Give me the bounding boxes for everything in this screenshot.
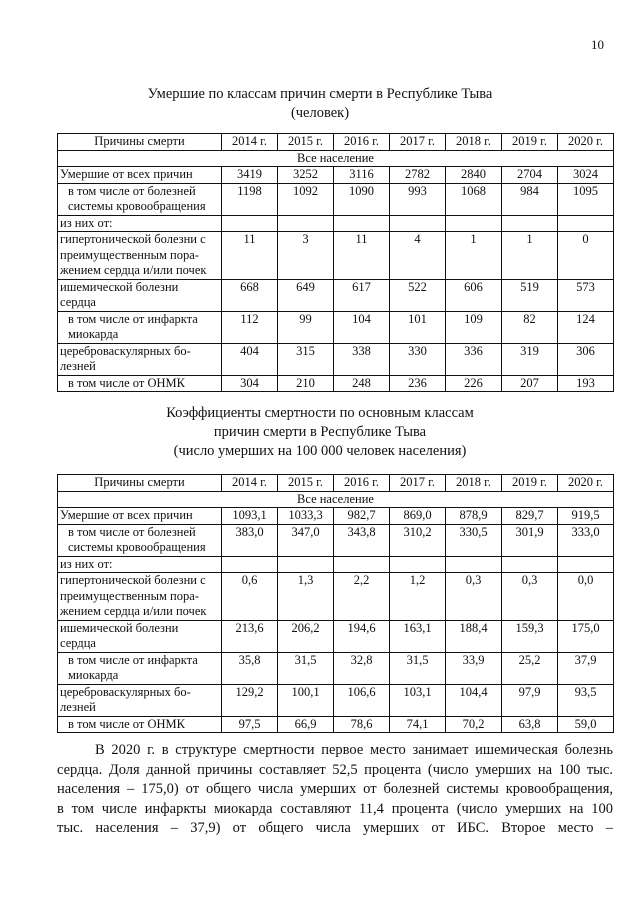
row-value: 0	[558, 232, 614, 280]
column-header-year: 2016 г.	[334, 475, 390, 492]
row-value: 59,0	[558, 716, 614, 733]
row-value: 617	[334, 279, 390, 311]
column-header-year: 2017 г.	[390, 134, 446, 151]
row-value: 3419	[222, 167, 278, 184]
mortality-rate-table	[57, 474, 614, 733]
row-value: 649	[278, 279, 334, 311]
row-value: 1093,1	[222, 508, 278, 525]
row-value: 104	[334, 311, 390, 343]
row-label-line: миокарда	[68, 327, 119, 341]
row-label-line: в том числе от ОНМК	[68, 716, 185, 731]
row-value: 919,5	[558, 508, 614, 525]
row-value: 82	[502, 311, 558, 343]
row-value: 99	[278, 311, 334, 343]
row-value: 1033,3	[278, 508, 334, 525]
table-row	[58, 183, 614, 215]
row-label-line: сердца	[60, 295, 96, 309]
row-value: 306	[558, 343, 614, 375]
row-label-line: из них от:	[60, 556, 113, 571]
row-label-line: лезней	[60, 700, 96, 714]
row-value: 31,5	[278, 652, 334, 684]
row-value: 163,1	[390, 620, 446, 652]
row-value: 1,3	[278, 573, 334, 621]
row-value: 11	[334, 232, 390, 280]
table-row	[58, 215, 614, 232]
row-value: 304	[222, 375, 278, 392]
row-label-line: преимущественным пора-	[60, 588, 199, 603]
row-value: 194,6	[334, 620, 390, 652]
row-value: 2840	[446, 167, 502, 184]
row-value: 236	[390, 375, 446, 392]
row-value: 78,6	[334, 716, 390, 733]
row-value: 606	[446, 279, 502, 311]
table2-title	[0, 404, 640, 461]
row-value: 347,0	[278, 524, 334, 556]
row-value: 248	[334, 375, 390, 392]
table-row	[58, 556, 614, 573]
paragraph-line: в том числе инфаркты миокарда составляют 11,4 процента (число умерших на 100	[57, 800, 613, 817]
paragraph-line: тыс. населения – 37,9) от общего числа умерших от ИБС. Второе место –	[57, 820, 613, 836]
row-value: 66,9	[278, 716, 334, 733]
row-value: 206,2	[278, 620, 334, 652]
row-value: 869,0	[390, 508, 446, 525]
row-value: 31,5	[390, 652, 446, 684]
row-value: 104,4	[446, 684, 502, 716]
table-row	[58, 167, 614, 184]
row-label	[58, 232, 222, 280]
table-row	[58, 573, 614, 621]
column-header-year: 2015 г.	[278, 475, 334, 492]
title-line: Умершие по классам причин смерти в Республике Тыва	[147, 86, 493, 102]
row-label-line: цереброваскулярных бо-	[60, 684, 191, 699]
table-row	[58, 652, 614, 684]
row-value: 70,2	[446, 716, 502, 733]
row-value: 338	[334, 343, 390, 375]
row-label-line: миокарда	[68, 668, 119, 682]
row-label-line: в том числе от ОНМК	[68, 375, 185, 390]
row-value: 3	[278, 232, 334, 280]
title-line: (человек)	[290, 105, 350, 121]
page-number: 10	[591, 37, 604, 52]
column-header-year: 2020 г.	[558, 475, 614, 492]
row-label	[58, 524, 222, 556]
row-label-line: жением сердца и/или почек	[60, 604, 207, 618]
row-label-line: Умершие от всех причин	[60, 508, 193, 522]
row-value: 101	[390, 311, 446, 343]
row-value: 1	[502, 232, 558, 280]
row-label	[58, 556, 222, 573]
paragraph-line: сердца. Доля данной причины составляет 52,5 процента (число умерших на 100 тыс.	[57, 761, 613, 778]
row-value: 74,1	[390, 716, 446, 733]
row-value	[390, 556, 446, 573]
row-value: 1198	[222, 183, 278, 215]
row-value: 3116	[334, 167, 390, 184]
row-value: 829,7	[502, 508, 558, 525]
row-label-line: гипертонической болезни с	[60, 573, 206, 587]
row-label-line: цереброваскулярных бо-	[60, 343, 191, 358]
row-value: 210	[278, 375, 334, 392]
group-label: Все население	[58, 150, 614, 167]
row-value: 213,6	[222, 620, 278, 652]
row-value: 984	[502, 183, 558, 215]
column-header-year: 2016 г.	[334, 134, 390, 151]
row-value: 33,9	[446, 652, 502, 684]
column-header-year: 2014 г.	[222, 475, 278, 492]
column-header-year: 2014 г.	[222, 134, 278, 151]
row-value: 188,4	[446, 620, 502, 652]
row-label-line: преимущественным пора-	[60, 247, 199, 262]
row-value: 97,5	[222, 716, 278, 733]
row-value	[334, 556, 390, 573]
row-value: 226	[446, 375, 502, 392]
row-label-line: ишемической болезни	[60, 620, 179, 635]
row-value: 37,9	[558, 652, 614, 684]
row-value: 0,3	[446, 573, 502, 621]
row-value	[222, 556, 278, 573]
row-value: 519	[502, 279, 558, 311]
group-row	[58, 150, 614, 167]
row-value: 112	[222, 311, 278, 343]
column-header-year: 2018 г.	[446, 475, 502, 492]
row-label	[58, 620, 222, 652]
row-label-line: в том числе от болезней	[68, 524, 196, 539]
row-value: 93,5	[558, 684, 614, 716]
row-value: 1095	[558, 183, 614, 215]
row-value	[502, 556, 558, 573]
paragraph-line: В 2020 г. в структуре смертности первое место занимает ишемическая болезнь	[95, 742, 613, 758]
paragraph-line: населения – 175,0) от общего числа умерших от болезней системы кровообращения,	[57, 781, 613, 797]
row-value: 0,0	[558, 573, 614, 621]
row-value: 2704	[502, 167, 558, 184]
table-row	[58, 620, 614, 652]
row-value: 315	[278, 343, 334, 375]
row-value: 1068	[446, 183, 502, 215]
row-value: 11	[222, 232, 278, 280]
row-label-line: в том числе от инфаркта	[68, 311, 198, 326]
row-value	[278, 556, 334, 573]
row-value	[222, 215, 278, 232]
row-value: 0,6	[222, 573, 278, 621]
row-label	[58, 684, 222, 716]
row-value	[390, 215, 446, 232]
row-label-line: гипертонической болезни с	[60, 232, 206, 246]
table-row	[58, 279, 614, 311]
table-row	[58, 311, 614, 343]
row-value: 310,2	[390, 524, 446, 556]
row-value: 0,3	[502, 573, 558, 621]
row-value: 343,8	[334, 524, 390, 556]
row-value: 32,8	[334, 652, 390, 684]
row-value: 336	[446, 343, 502, 375]
body-paragraph	[57, 741, 613, 839]
table-header-row	[58, 475, 614, 492]
column-header-causes: Причины смерти	[58, 475, 222, 492]
row-value: 159,3	[502, 620, 558, 652]
row-label-line: в том числе от инфаркта	[68, 652, 198, 667]
row-label	[58, 375, 222, 392]
row-value: 1,2	[390, 573, 446, 621]
row-value	[558, 556, 614, 573]
deaths-table	[57, 133, 614, 392]
row-label-line: ишемической болезни	[60, 279, 179, 294]
row-value: 383,0	[222, 524, 278, 556]
table1-title	[0, 85, 640, 123]
row-label-line: системы кровообращения	[68, 540, 206, 554]
row-value: 573	[558, 279, 614, 311]
row-label-line: сердца	[60, 636, 96, 650]
column-header-year: 2019 г.	[502, 475, 558, 492]
row-value: 106,6	[334, 684, 390, 716]
table-header-row	[58, 134, 614, 151]
row-label	[58, 167, 222, 184]
row-label	[58, 716, 222, 733]
row-value: 103,1	[390, 684, 446, 716]
title-line: Коэффициенты смертности по основным классам	[166, 405, 474, 421]
table-row	[58, 232, 614, 280]
table-row	[58, 524, 614, 556]
row-value: 319	[502, 343, 558, 375]
row-label-line: жением сердца и/или почек	[60, 263, 207, 277]
row-value: 404	[222, 343, 278, 375]
column-header-year: 2017 г.	[390, 475, 446, 492]
row-value: 1	[446, 232, 502, 280]
row-label	[58, 215, 222, 232]
row-value: 109	[446, 311, 502, 343]
row-value: 878,9	[446, 508, 502, 525]
row-value	[334, 215, 390, 232]
row-label-line: в том числе от болезней	[68, 183, 196, 198]
title-line: (число умерших на 100 000 человек населения)	[173, 443, 467, 459]
row-label	[58, 311, 222, 343]
row-value: 1090	[334, 183, 390, 215]
group-label: Все население	[58, 491, 614, 508]
row-value: 3252	[278, 167, 334, 184]
row-value: 2,2	[334, 573, 390, 621]
table-row	[58, 375, 614, 392]
row-label	[58, 573, 222, 621]
row-value: 1092	[278, 183, 334, 215]
row-value	[446, 556, 502, 573]
row-value: 100,1	[278, 684, 334, 716]
row-value: 333,0	[558, 524, 614, 556]
row-label	[58, 508, 222, 525]
row-value: 124	[558, 311, 614, 343]
row-value: 4	[390, 232, 446, 280]
row-value: 982,7	[334, 508, 390, 525]
row-label	[58, 343, 222, 375]
table-row	[58, 684, 614, 716]
column-header-year: 2015 г.	[278, 134, 334, 151]
row-value: 25,2	[502, 652, 558, 684]
row-label-line: Умершие от всех причин	[60, 167, 193, 181]
column-header-year: 2020 г.	[558, 134, 614, 151]
row-label	[58, 183, 222, 215]
row-value: 35,8	[222, 652, 278, 684]
row-value: 993	[390, 183, 446, 215]
row-value	[278, 215, 334, 232]
row-value: 97,9	[502, 684, 558, 716]
row-value: 330,5	[446, 524, 502, 556]
row-value	[558, 215, 614, 232]
row-value: 3024	[558, 167, 614, 184]
row-value	[446, 215, 502, 232]
row-value: 522	[390, 279, 446, 311]
row-label	[58, 652, 222, 684]
group-row	[58, 491, 614, 508]
table-row	[58, 343, 614, 375]
row-value: 175,0	[558, 620, 614, 652]
table-row	[58, 508, 614, 525]
row-value: 207	[502, 375, 558, 392]
row-label-line: лезней	[60, 359, 96, 373]
row-value: 63,8	[502, 716, 558, 733]
column-header-causes: Причины смерти	[58, 134, 222, 151]
row-value: 129,2	[222, 684, 278, 716]
row-value: 330	[390, 343, 446, 375]
column-header-year: 2018 г.	[446, 134, 502, 151]
row-value	[502, 215, 558, 232]
row-value: 2782	[390, 167, 446, 184]
row-label-line: из них от:	[60, 215, 113, 230]
row-value: 193	[558, 375, 614, 392]
row-label	[58, 279, 222, 311]
row-label-line: системы кровообращения	[68, 199, 206, 213]
row-value: 301,9	[502, 524, 558, 556]
title-line: причин смерти в Республике Тыва	[213, 424, 427, 440]
table-row	[58, 716, 614, 733]
column-header-year: 2019 г.	[502, 134, 558, 151]
row-value: 668	[222, 279, 278, 311]
